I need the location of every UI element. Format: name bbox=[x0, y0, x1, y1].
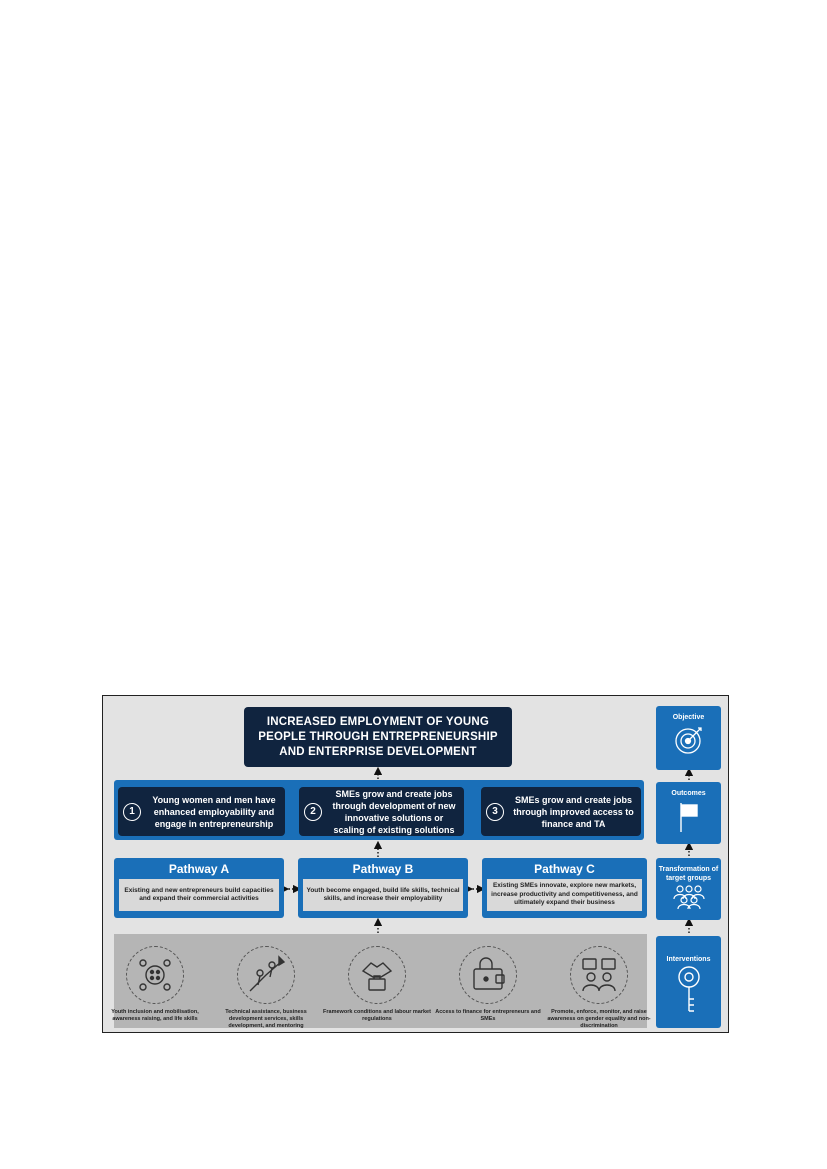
side-transformation bbox=[656, 858, 721, 920]
outcome-number: 3 bbox=[486, 803, 504, 821]
outcome-1 bbox=[118, 787, 285, 836]
objective-title: INCREASED EMPLOYMENT OF YOUNG PEOPLE THROUGH ENTREPRENEURSHIP AND ENTERPRISE DEVELOPMENT bbox=[244, 707, 512, 767]
target-icon bbox=[656, 723, 721, 757]
side-label: Transformation of target groups bbox=[658, 866, 719, 882]
pathway-title: Pathway B bbox=[352, 862, 414, 876]
pathway-description: Existing and new entrepreneurs build capacities and expand their commercial activities bbox=[119, 879, 279, 911]
people-group-icon bbox=[126, 946, 184, 1004]
side-label: Interventions bbox=[666, 956, 711, 963]
outcome-2 bbox=[299, 787, 464, 836]
wallet-lock-icon bbox=[459, 946, 517, 1004]
side-outcomes bbox=[656, 782, 721, 844]
side-interventions bbox=[656, 936, 721, 1028]
outcome-number: 2 bbox=[304, 803, 322, 821]
pathway-a bbox=[114, 858, 284, 918]
gender-equality-icon bbox=[570, 946, 628, 1004]
pathway-description: Youth become engaged, build life skills, technical skills, and increase their employability bbox=[303, 879, 463, 911]
intervention-label: Youth inclusion and mobilisation, awareness raising, and life skills bbox=[111, 1009, 199, 1022]
pathway-title: Pathway A bbox=[168, 862, 230, 876]
outcome-number: 1 bbox=[123, 803, 141, 821]
intervention-label: Promote, enforce, monitor, and raise awareness on gender equality and non-discrimination bbox=[547, 1009, 651, 1029]
intervention-2 bbox=[211, 946, 321, 1030]
outcome-3 bbox=[481, 787, 641, 836]
side-objective bbox=[656, 706, 721, 770]
pathway-c bbox=[482, 858, 647, 918]
side-label: Objective bbox=[672, 714, 705, 721]
pathway-b bbox=[298, 858, 468, 918]
intervention-label: Framework conditions and labour market regulations bbox=[323, 1009, 431, 1022]
outcome-text: Young women and men have enhanced employability and engage in entrepreneurship bbox=[152, 794, 276, 829]
intervention-3 bbox=[322, 946, 432, 1023]
pathway-title: Pathway C bbox=[534, 862, 595, 876]
outcome-text: SMEs grow and create jobs through development of new innovative solutions or scaling of existing solutions bbox=[332, 788, 456, 835]
pathway-description: Existing SMEs innovate, explore new markets, increase productivity and competitiveness, and ultimately expand their business bbox=[487, 879, 642, 911]
handshake-briefcase-icon bbox=[348, 946, 406, 1004]
intervention-5 bbox=[544, 946, 654, 1030]
key-icon bbox=[656, 965, 721, 1015]
flag-icon bbox=[656, 799, 721, 833]
intervention-label: Access to finance for entrepreneurs and SMEs bbox=[435, 1009, 541, 1022]
theory-of-change-diagram bbox=[102, 695, 729, 1033]
outcome-text: SMEs grow and create jobs through improved access to finance and TA bbox=[513, 794, 634, 829]
intervention-label: Technical assistance, business development services, skills development, and mentoring bbox=[225, 1009, 307, 1029]
group-icon bbox=[656, 883, 721, 909]
climbing-support-icon bbox=[237, 946, 295, 1004]
side-label: Outcomes bbox=[671, 790, 706, 797]
intervention-4 bbox=[433, 946, 543, 1023]
intervention-1 bbox=[100, 946, 210, 1023]
